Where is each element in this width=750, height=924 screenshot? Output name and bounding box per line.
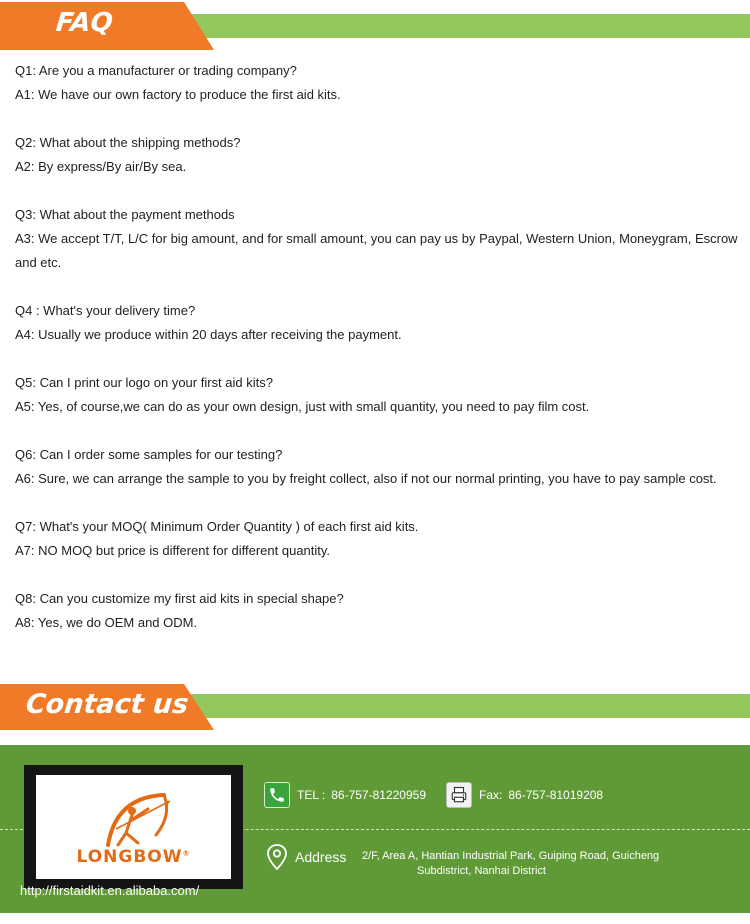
fax-label: Fax: xyxy=(479,788,503,802)
faq-question: Q5: Can I print our logo on your first aid kits? xyxy=(15,375,273,390)
tel-label: TEL : xyxy=(297,788,326,802)
faq-question: Q7: What's your MOQ( Minimum Order Quantity ) of each first aid kits. xyxy=(15,519,419,534)
faq-answer: A2: By express/By air/By sea. xyxy=(15,159,187,174)
logo-text: LONGBOW xyxy=(76,847,183,867)
logo-frame xyxy=(24,765,243,889)
logo-wordmark xyxy=(36,847,231,867)
faq-answer: A4: Usually we produce within 20 days after receiving the payment. xyxy=(15,327,402,342)
faq-question: Q1: Are you a manufacturer or trading company? xyxy=(15,63,297,78)
faq-list xyxy=(15,59,747,659)
address-line-1: 2/F, Area A, Hantian Industrial Park, Guiping Road, Guicheng xyxy=(362,850,660,862)
faq-question: Q2: What about the shipping methods? xyxy=(15,135,241,150)
faq-question: Q4 : What's your delivery time? xyxy=(15,303,196,318)
registered-mark: ® xyxy=(182,849,191,858)
contact-heading: Contact us xyxy=(24,689,190,720)
faq-question: Q8: Can you customize my first aid kits in special shape? xyxy=(15,591,344,606)
faq-item xyxy=(15,515,747,563)
address-line-2: Subdistrict, Nanhai District xyxy=(417,865,546,877)
fax-number: 86-757-81019208 xyxy=(508,788,604,802)
faq-item xyxy=(15,131,747,179)
tel-number: 86-757-81220959 xyxy=(331,788,426,802)
faq-answer: A1: We have our own factory to produce the first aid kits. xyxy=(15,87,341,102)
faq-question: Q6: Can I order some samples for our testing? xyxy=(15,447,283,462)
faq-banner-stripe xyxy=(180,14,750,38)
website-link[interactable]: http://firstaidkit.en.alibaba.com/ xyxy=(20,883,200,898)
address-label: Address xyxy=(295,849,347,865)
fax-icon xyxy=(446,782,472,808)
faq-answer: A5: Yes, of course,we can do as your own design, just with small quantity, you need to pay film cost. xyxy=(15,399,590,414)
contact-panel xyxy=(0,745,750,913)
longbow-archer-icon xyxy=(86,789,182,849)
faq-question: Q3: What about the payment methods xyxy=(15,207,235,222)
contact-banner xyxy=(0,684,750,732)
logo xyxy=(36,775,231,879)
faq-answer: A3: We accept T/T, L/C for big amount, and for small amount, you can pay us by Paypal, Western Union, Moneygram, Escrow and etc. xyxy=(15,231,738,270)
faq-item xyxy=(15,587,747,635)
fax-row xyxy=(446,782,603,808)
contact-banner-stripe xyxy=(180,694,750,718)
faq-answer: A8: Yes, we do OEM and ODM. xyxy=(15,615,198,630)
phone-icon xyxy=(264,782,290,808)
tel-row xyxy=(264,782,426,808)
faq-item xyxy=(15,59,747,107)
faq-banner xyxy=(0,0,750,52)
faq-item xyxy=(15,203,747,275)
faq-item xyxy=(15,443,747,491)
faq-item xyxy=(15,299,747,347)
faq-heading: FAQ xyxy=(54,8,115,38)
faq-answer: A6: Sure, we can arrange the sample to you by freight collect, also if not our normal printing, you have to pay sample cost. xyxy=(15,471,717,486)
faq-answer: A7: NO MOQ but price is different for different quantity. xyxy=(15,543,331,558)
faq-item xyxy=(15,371,747,419)
location-pin-icon xyxy=(266,843,288,871)
